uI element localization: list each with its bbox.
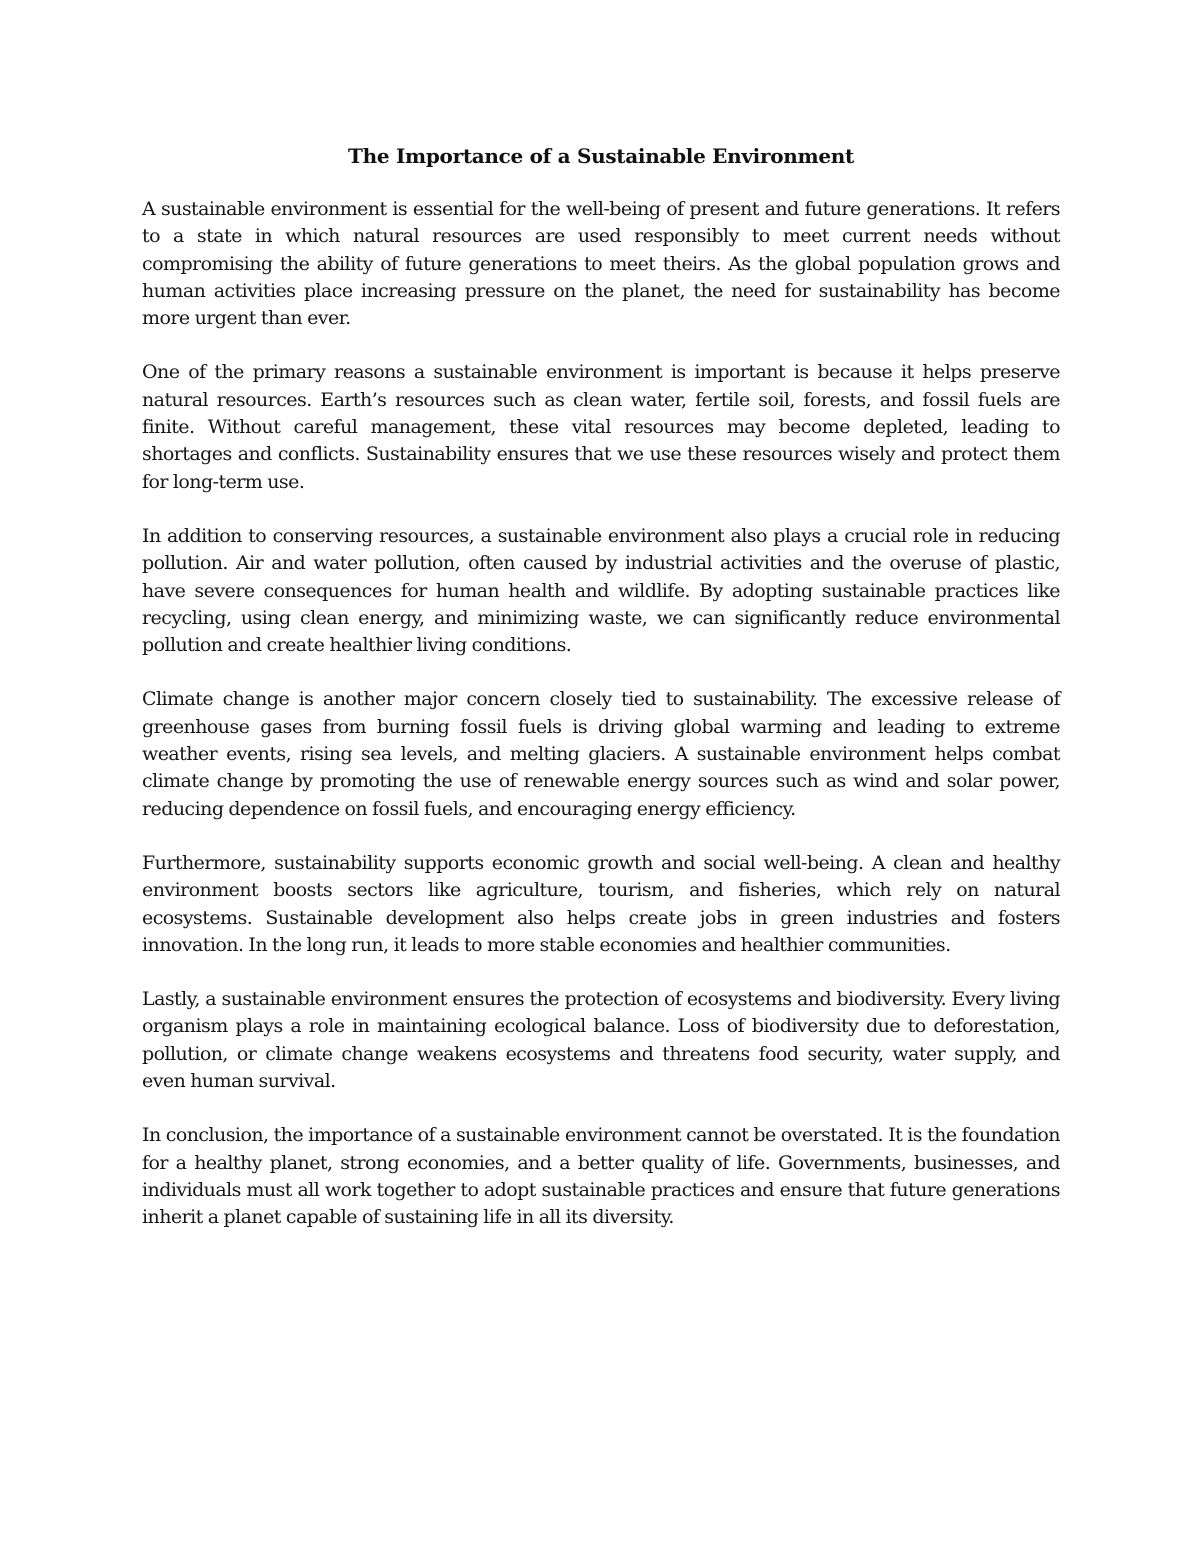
paragraph-economic-growth: Furthermore, sustainability supports economic growth and social well-being. A clean and healthy environment boosts sectors like agriculture, tourism, and fisheries, which rely on natural ecosystems. Sustainable development also helps create jobs in green industries and fosters innovation. In the long run, it leads to more stable economies and healthier communities. [142, 851, 1060, 956]
paragraph-climate-change: Climate change is another major concern closely tied to sustainability. The excessive release of greenhouse gases from burning fossil fuels is driving global warming and leading to extreme weather events, rising sea levels, and melting glaciers. A sustainable environment helps combat climate change by promoting the use of renewable energy sources such as wind and solar power, reducing dependence on fossil fuels, and encouraging energy efficiency. [142, 688, 1060, 820]
document-title: The Importance of a Sustainable Environment [348, 144, 854, 168]
paragraph-natural-resources: One of the primary reasons a sustainable environment is important is because it helps preserve natural resources. Earth’s resources such as clean water, fertile soil, forests, and fossil fuels are finite. Without careful management, these vital resources may become depleted, leading to shortages and conflicts. Sustainability ensures that we use these resources wisely and protect them for long-term use. [142, 361, 1060, 493]
document-body [142, 143, 1060, 1259]
paragraph-biodiversity: Lastly, a sustainable environment ensures the protection of ecosystems and biodiversity. Every living organism plays a role in maintaining ecological balance. Loss of biodiversity due to deforestation, pollution, or climate change weakens ecosystems and threatens food security, water supply, and even human survival. [142, 988, 1060, 1093]
paragraph-introduction: A sustainable environment is essential for the well-being of present and future generations. It refers to a state in which natural resources are used responsibly to meet current needs without compromising the ability of future generations to meet theirs. As the global population grows and human activities place increasing pressure on the planet, the need for sustainability has become more urgent than ever. [142, 198, 1060, 330]
paragraph-conclusion: In conclusion, the importance of a sustainable environment cannot be overstated. It is the foundation for a healthy planet, strong economies, and a better quality of life. Governments, businesses, and individuals must all work together to adopt sustainable practices and ensure that future generations inherit a planet capable of sustaining life in all its diversity. [142, 1124, 1060, 1229]
paragraph-pollution: In addition to conserving resources, a sustainable environment also plays a crucial role in reducing pollution. Air and water pollution, often caused by industrial activities and the overuse of plastic, have severe consequences for human health and wildlife. By adopting sustainable practices like recycling, using clean energy, and minimizing waste, we can significantly reduce environmental pollution and create healthier living conditions. [142, 524, 1060, 657]
